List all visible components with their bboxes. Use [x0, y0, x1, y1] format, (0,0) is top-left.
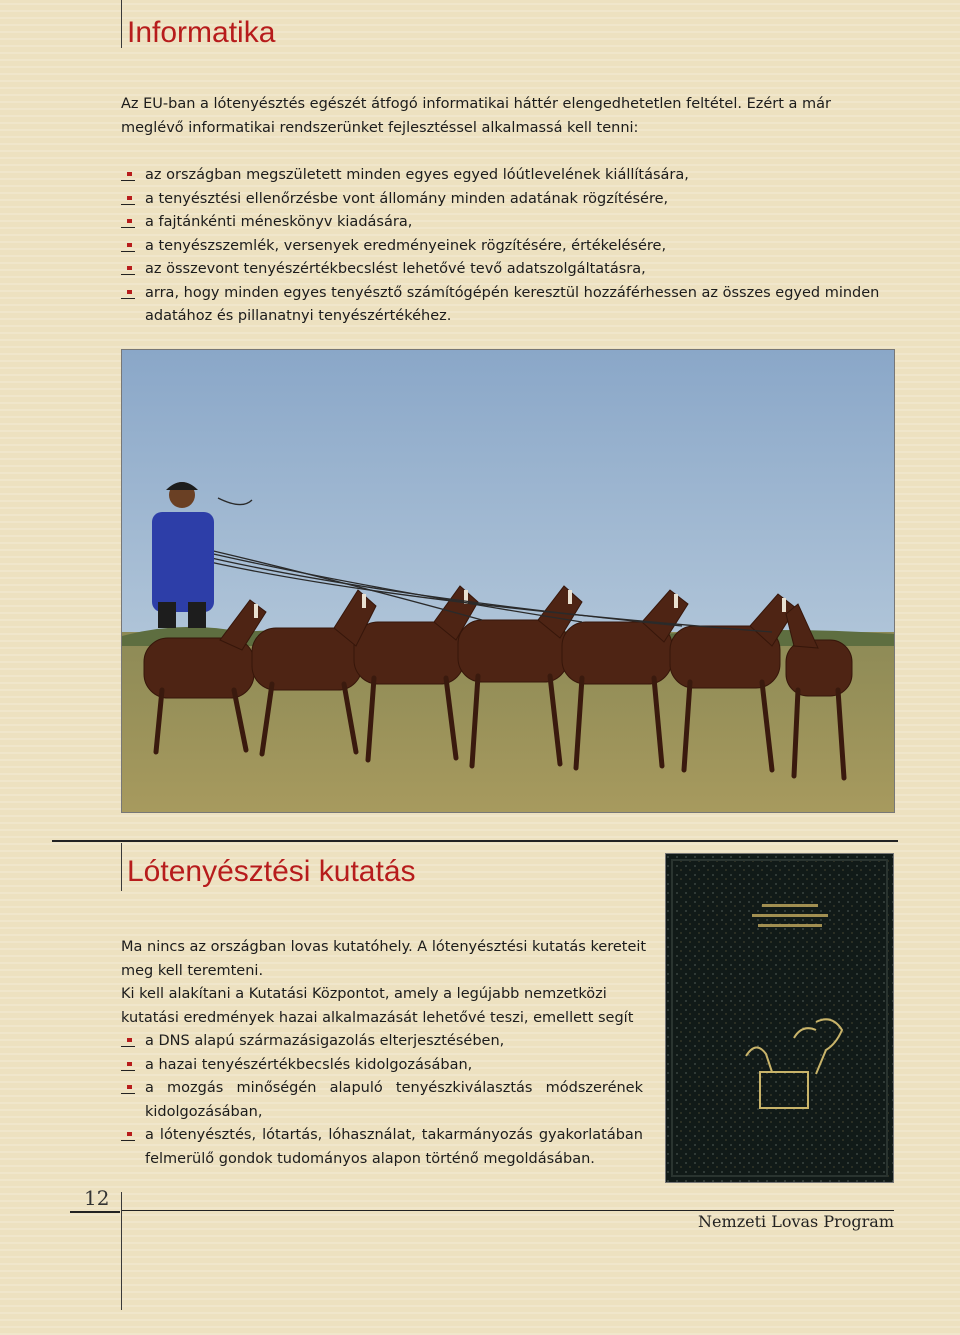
list-item-text: arra, hogy minden egyes tenyésztő számítógépén keresztül hozzáférhessen az összes egyed minden adatához és pillanatnyi tenyészértékéhez. — [145, 284, 880, 324]
list-item — [121, 1054, 643, 1078]
list-item-text: a hazai tenyészértékbecslés kidolgozásában, — [145, 1056, 473, 1073]
kutatas-paragraph-2: Ki kell alakítani a Kutatási Központot, amely a legújabb nemzetközi kutatási eredmények hazai alkalmazását lehetővé teszi, emellett segít — [121, 986, 634, 1026]
list-item-text: a lótenyésztés, lótartás, lóhasználat, takarmányozás gyakorlatában felmerülő gondok tudományos alapon történő megoldásában. — [145, 1127, 643, 1167]
studbook-cover-photo — [665, 853, 894, 1183]
section-title-informatika: Informatika — [127, 16, 276, 49]
bullet-icon — [121, 218, 135, 228]
bullet-icon — [121, 171, 135, 181]
bullet-icon — [121, 195, 135, 205]
bullet-icon — [121, 265, 135, 275]
bullet-icon — [121, 242, 135, 252]
list-item — [121, 1124, 643, 1171]
list-item — [121, 1077, 643, 1124]
footer-rule-right — [122, 1210, 894, 1211]
bullet-icon — [121, 1131, 135, 1141]
bullet-icon — [121, 1061, 135, 1071]
horse-herd-photo — [121, 349, 895, 813]
list-item-text: a mozgás minőségén alapuló tenyészkiválasztás módszerének kidolgozásában, — [145, 1080, 643, 1120]
list-item — [121, 282, 897, 329]
list-item-text: a tenyészszemlék, versenyek eredményeinek rögzítésére, értékelésére, — [145, 237, 667, 254]
left-rule-top — [121, 0, 122, 48]
intro-paragraph: Az EU-ban a lótenyésztés egészét átfogó informatikai háttér elengedhetetlen feltétel. Ezért a már meglévő informatikai rendszerünket fejlesztéssel alkalmassá kell tenni: — [121, 96, 832, 136]
informatika-bullet-list — [121, 164, 897, 329]
list-item-text: a DNS alapú származásigazolás elterjesztésében, — [145, 1033, 505, 1049]
publication-title: Nemzeti Lovas Program — [698, 1212, 894, 1231]
bullet-icon — [121, 289, 135, 299]
list-item — [121, 188, 897, 212]
footer-rule-left — [70, 1211, 120, 1213]
kutatas-bullet-list — [121, 1030, 643, 1171]
list-item — [121, 258, 897, 282]
kutatas-paragraph-1: Ma nincs az országban lovas kutatóhely. A lótenyésztési kutatás kereteit meg kell teremteni. — [121, 939, 647, 979]
page-number: 12 — [84, 1186, 110, 1210]
list-item — [121, 164, 897, 188]
list-item — [121, 1030, 643, 1054]
section-title-kutatas: Lótenyésztési kutatás — [127, 855, 416, 888]
list-item-text: az országban megszületett minden egyes egyed lóútlevelének kiállítására, — [145, 167, 689, 183]
bullet-icon — [121, 1037, 135, 1047]
list-item — [121, 235, 897, 259]
list-item-text: a tenyésztési ellenőrzésbe vont állomány minden adatának rögzítésére, — [145, 190, 669, 207]
section-divider — [52, 840, 898, 842]
list-item-text: a fajtánkénti méneskönyv kiadására, — [145, 214, 413, 230]
left-rule-section2 — [121, 843, 122, 891]
list-item — [121, 211, 897, 235]
list-item-text: az összevont tenyészértékbecslést lehetővé tevő adatszolgáltatásra, — [145, 261, 646, 277]
bullet-icon — [121, 1084, 135, 1094]
